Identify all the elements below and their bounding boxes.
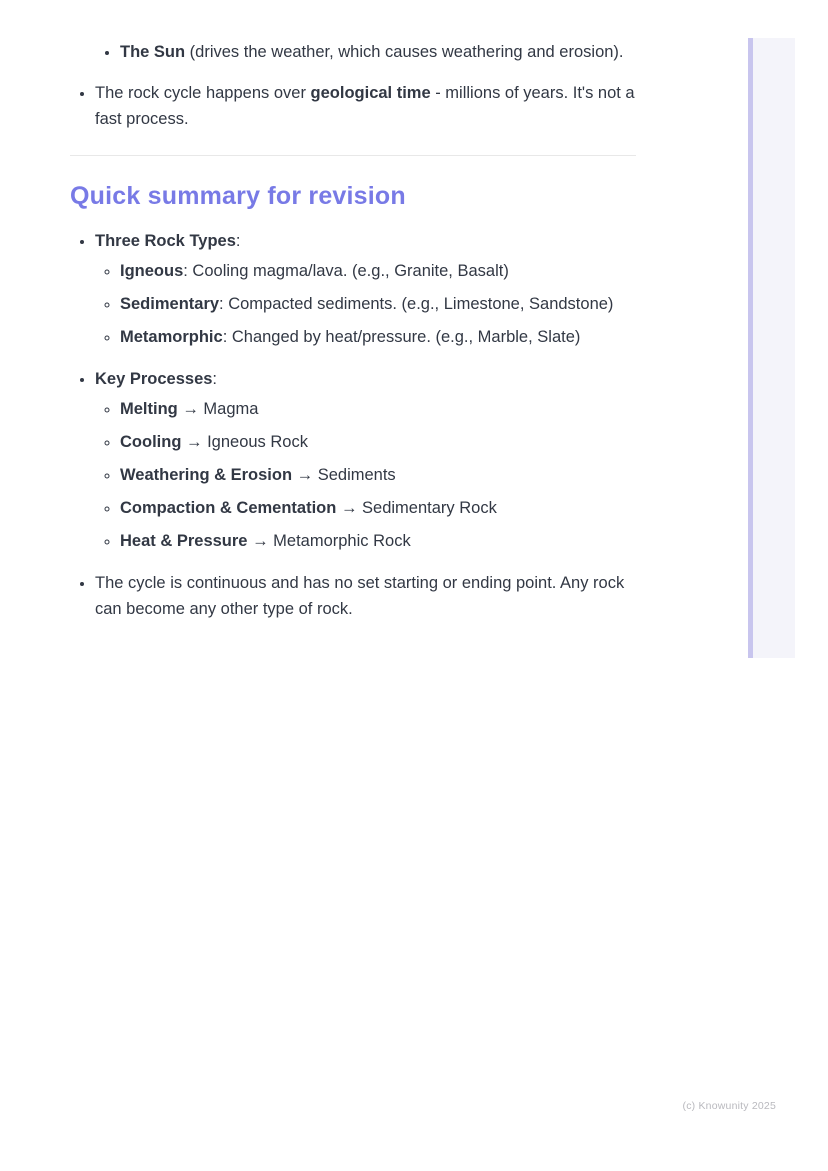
notes-content — [70, 39, 636, 622]
sedimentary-term: Sedimentary — [120, 295, 220, 313]
section-divider — [70, 155, 636, 156]
list-item-heat-pressure — [120, 528, 636, 554]
sun-description: (drives the weather, which causes weathering and erosion). — [185, 43, 624, 61]
next-page-edge-strip — [748, 38, 795, 658]
rock-cycle-pre: The rock cycle happens over — [95, 84, 311, 102]
list-item-key-processes — [95, 366, 636, 554]
list-item-weathering-erosion — [120, 462, 636, 488]
weathering-erosion-result: → Sediments — [292, 466, 396, 484]
compaction-cementation-result: → Sedimentary Rock — [336, 499, 497, 517]
list-item-compaction-cementation — [120, 495, 636, 521]
key-processes-sublist — [95, 396, 636, 554]
rock-types-label: Three Rock Types — [95, 232, 236, 250]
list-item-closing — [95, 570, 636, 622]
list-item-the-sun — [120, 39, 636, 65]
sedimentary-description: : Compacted sediments. (e.g., Limestone, Sandstone) — [219, 295, 614, 313]
copyright-text: (c) Knowunity 2025 — [682, 1100, 776, 1112]
igneous-term: Igneous — [120, 262, 184, 280]
rock-types-suffix: : — [235, 232, 241, 250]
sun-term: The Sun — [120, 43, 186, 61]
compaction-cementation-term: Compaction & Cementation — [120, 499, 337, 517]
list-item-igneous — [120, 258, 636, 284]
rock-cycle-post: - millions of years. It's not a fast process. — [95, 84, 635, 128]
melting-term: Melting — [120, 400, 178, 418]
list-item-rock-cycle-time — [95, 80, 636, 132]
geological-time-term: geological time — [310, 84, 431, 102]
weathering-erosion-term: Weathering & Erosion — [120, 466, 293, 484]
cooling-term: Cooling — [120, 433, 182, 451]
heat-pressure-result: → Metamorphic Rock — [247, 532, 411, 550]
melting-result: → Magma — [177, 400, 259, 418]
heat-pressure-term: Heat & Pressure — [120, 532, 248, 550]
list-item-rock-types — [95, 228, 636, 350]
key-processes-label: Key Processes — [95, 370, 213, 388]
metamorphic-term: Metamorphic — [120, 328, 223, 346]
list-item-cooling — [120, 429, 636, 455]
rock-types-sublist — [95, 258, 636, 350]
igneous-description: : Cooling magma/lava. (e.g., Granite, Basalt) — [183, 262, 509, 280]
intro-list — [70, 80, 636, 132]
list-item-metamorphic — [120, 324, 636, 350]
list-item-melting — [120, 396, 636, 422]
section-heading: Quick summary for revision — [70, 182, 406, 210]
closing-text: The cycle is continuous and has no set starting or ending point. Any rock can become any other type of rock. — [95, 574, 625, 618]
summary-list — [70, 228, 636, 622]
cooling-result: → Igneous Rock — [181, 433, 308, 451]
key-processes-suffix: : — [212, 370, 218, 388]
intro-sublist — [70, 39, 636, 65]
metamorphic-description: : Changed by heat/pressure. (e.g., Marble, Slate) — [222, 328, 581, 346]
list-item-sedimentary — [120, 291, 636, 317]
